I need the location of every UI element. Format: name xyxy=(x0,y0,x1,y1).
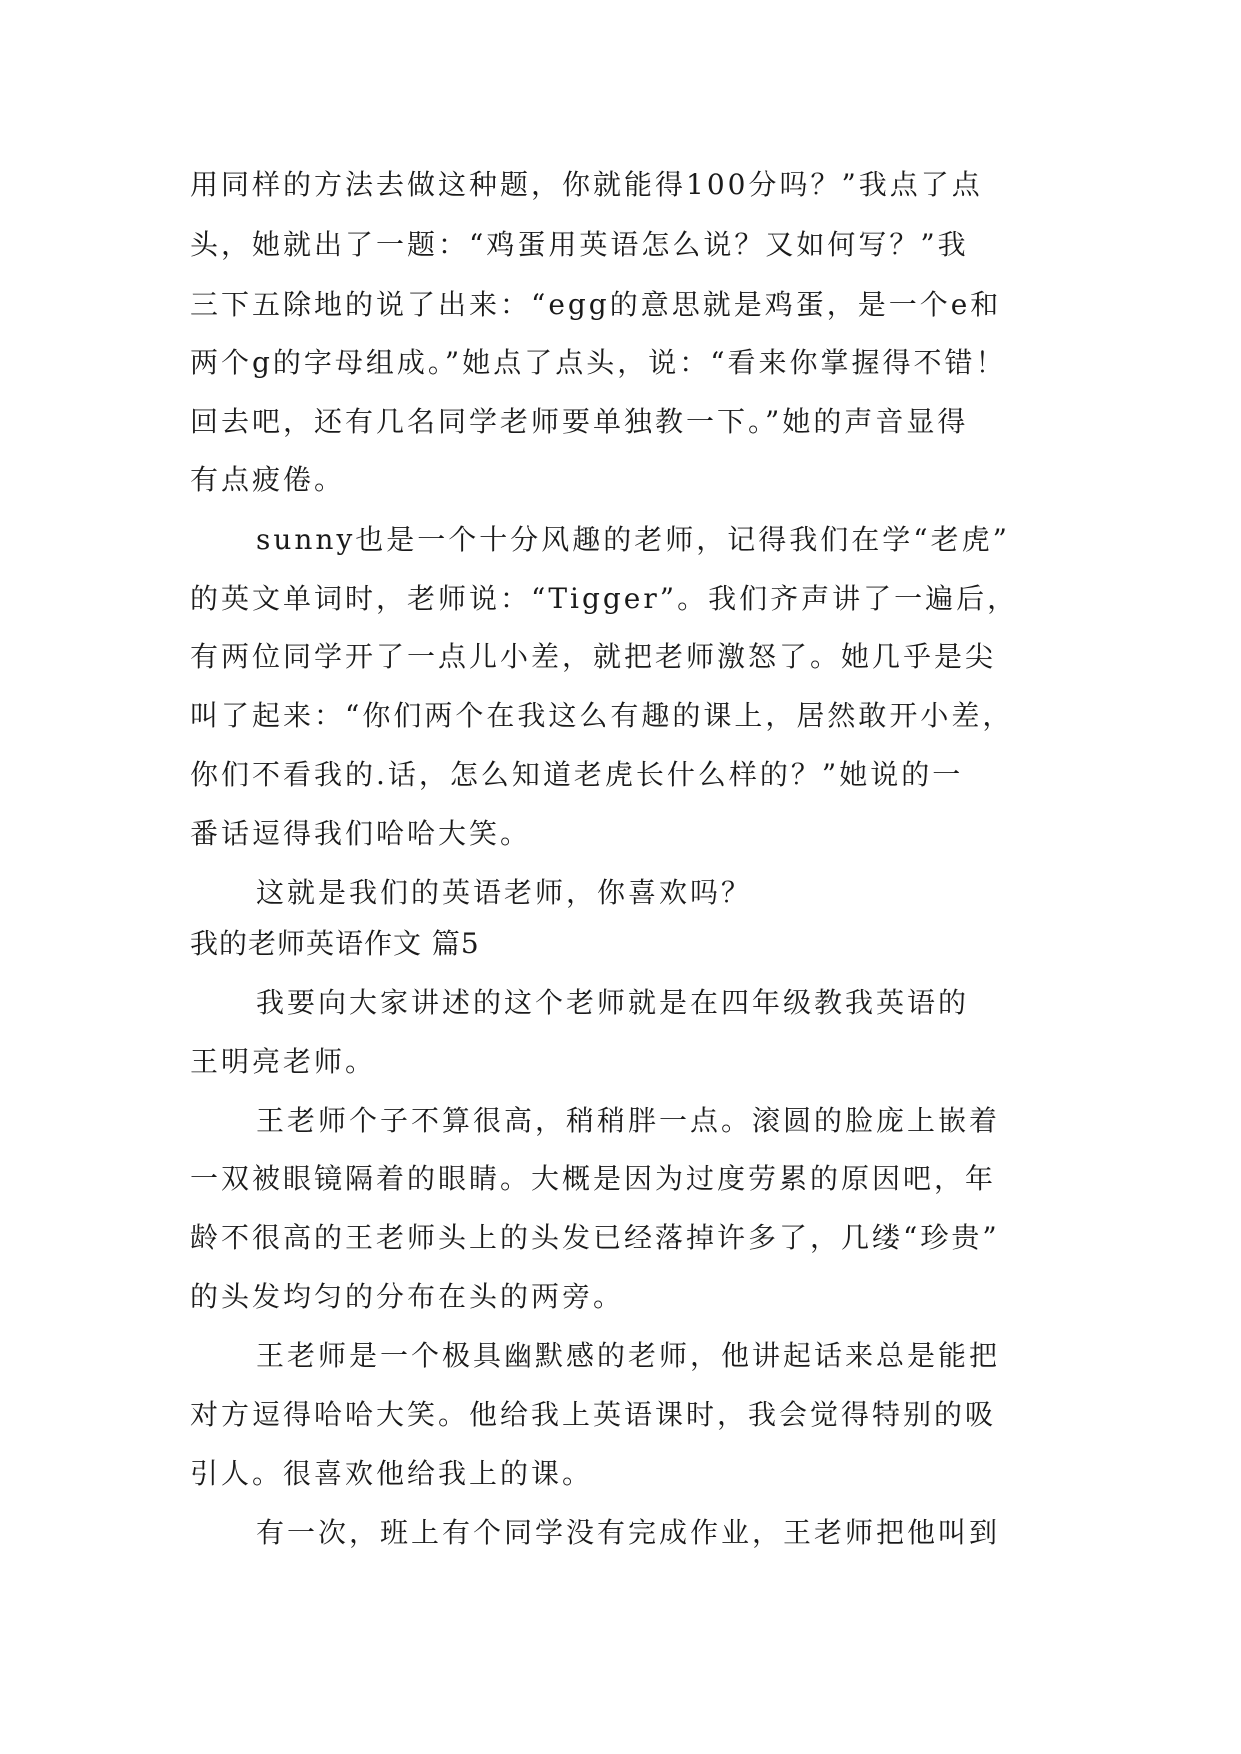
paragraph-first-line: sunny也是一个十分风趣的老师，记得我们在学“老虎” xyxy=(256,523,1010,556)
text-line: 回去吧，还有几名同学老师要单独教一下。”她的声音显得 xyxy=(190,405,969,438)
text-line: 王明亮老师。 xyxy=(190,1045,377,1078)
section-heading: 我的老师英语作文 篇5 xyxy=(190,927,480,960)
text-line: 的英文单词时，老师说：“Tigger”。我们齐声讲了一遍后， xyxy=(190,582,1019,615)
text-line: 引人。很喜欢他给我上的课。 xyxy=(190,1457,594,1490)
text-line: 有两位同学开了一点儿小差，就把老师激怒了。她几乎是尖 xyxy=(190,640,997,673)
text-line: 龄不很高的王老师头上的头发已经落掉许多了，几缕“珍贵” xyxy=(190,1221,1000,1254)
text-line: 番话逗得我们哈哈大笑。 xyxy=(190,817,532,850)
paragraph-first-line: 王老师个子不算很高，稍稍胖一点。滚圆的脸庞上嵌着 xyxy=(256,1104,1001,1137)
paragraph-first-line: 我要向大家讲述的这个老师就是在四年级教我英语的 xyxy=(256,986,970,1019)
paragraph-first-line: 王老师是一个极具幽默感的老师，他讲起话来总是能把 xyxy=(256,1339,1001,1372)
text-line: 用同样的方法去做这种题，你就能得100分吗？”我点了点 xyxy=(190,168,983,201)
text-line: 两个g的字母组成。”她点了点头，说：“看来你掌握得不错！ xyxy=(190,346,1007,379)
text-line: 的头发均匀的分布在头的两旁。 xyxy=(190,1280,625,1313)
text-line: 叫了起来：“你们两个在我这么有趣的课上，居然敢开小差， xyxy=(190,699,1014,732)
paragraph-first-line: 有一次，班上有个同学没有完成作业，王老师把他叫到 xyxy=(256,1516,1001,1549)
text-line: 一双被眼镜隔着的眼睛。大概是因为过度劳累的原因吧，年 xyxy=(190,1162,997,1195)
text-line: 对方逗得哈哈大笑。他给我上英语课时，我会觉得特别的吸 xyxy=(190,1398,997,1431)
text-line: 三下五除地的说了出来：“egg的意思就是鸡蛋，是一个e和 xyxy=(190,288,1002,321)
paragraph-first-line: 这就是我们的英语老师，你喜欢吗？ xyxy=(256,876,753,909)
text-line: 你们不看我的.话，怎么知道老虎长什么样的？”她说的一 xyxy=(190,758,964,791)
text-line: 头，她就出了一题：“鸡蛋用英语怎么说？又如何写？”我 xyxy=(190,228,969,261)
text-line: 有点疲倦。 xyxy=(190,463,346,496)
